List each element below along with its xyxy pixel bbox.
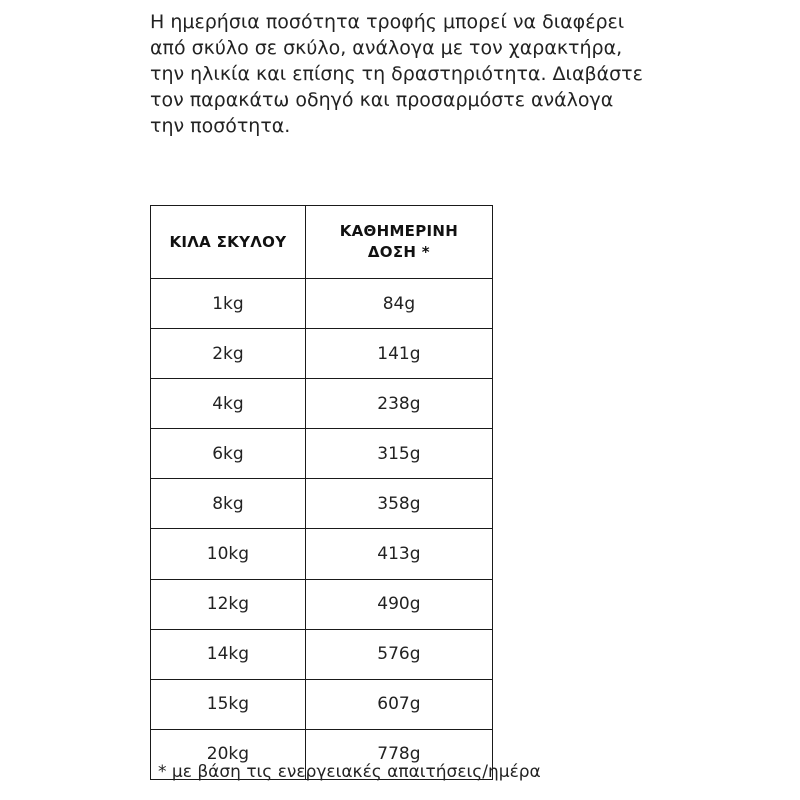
table-header-row — [151, 206, 493, 279]
header-daily-dose: ΚΑΘΗΜΕΡΙΝΗ ΔΟΣΗ * — [305, 206, 492, 279]
dose-cell: 576g — [305, 629, 492, 679]
table-row — [151, 579, 493, 629]
table-row — [151, 529, 493, 579]
weight-cell: 10kg — [151, 529, 306, 579]
table-row — [151, 479, 493, 529]
dose-cell: 413g — [305, 529, 492, 579]
dose-cell: 607g — [305, 679, 492, 729]
dose-cell: 84g — [305, 279, 492, 329]
weight-cell: 4kg — [151, 379, 306, 429]
intro-paragraph — [150, 9, 670, 139]
dose-cell: 141g — [305, 329, 492, 379]
feeding-table — [150, 205, 493, 780]
intro-line: τον παρακάτω οδηγό και προσαρμόστε ανάλογα — [150, 89, 614, 111]
table-row — [151, 429, 493, 479]
dose-cell: 238g — [305, 379, 492, 429]
table-row — [151, 629, 493, 679]
dose-cell: 315g — [305, 429, 492, 479]
intro-line: Η ημερήσια ποσότητα τροφής μπορεί να διαφέρει — [150, 11, 625, 33]
footnote: * με βάση τις ενεργειακές απαιτήσεις/ημέρα — [158, 762, 541, 782]
weight-cell: 12kg — [151, 579, 306, 629]
dose-cell: 358g — [305, 479, 492, 529]
table-row — [151, 679, 493, 729]
weight-cell: 15kg — [151, 679, 306, 729]
weight-cell: 2kg — [151, 329, 306, 379]
intro-line: την ποσότητα. — [150, 115, 291, 137]
weight-cell: 20kg — [151, 729, 306, 779]
weight-cell: 14kg — [151, 629, 306, 679]
weight-cell: 8kg — [151, 479, 306, 529]
table-row — [151, 329, 493, 379]
table-row — [151, 279, 493, 329]
intro-line: την ηλικία και επίσης τη δραστηριότητα. Διαβάστε — [150, 63, 643, 85]
header-dog-weight: ΚΙΛΑ ΣΚΥΛΟΥ — [151, 206, 306, 279]
intro-line: από σκύλο σε σκύλο, ανάλογα με τον χαρακτήρα, — [150, 37, 623, 59]
table-row — [151, 379, 493, 429]
weight-cell: 6kg — [151, 429, 306, 479]
weight-cell: 1kg — [151, 279, 306, 329]
dose-cell: 490g — [305, 579, 492, 629]
dose-cell: 778g — [305, 729, 492, 779]
